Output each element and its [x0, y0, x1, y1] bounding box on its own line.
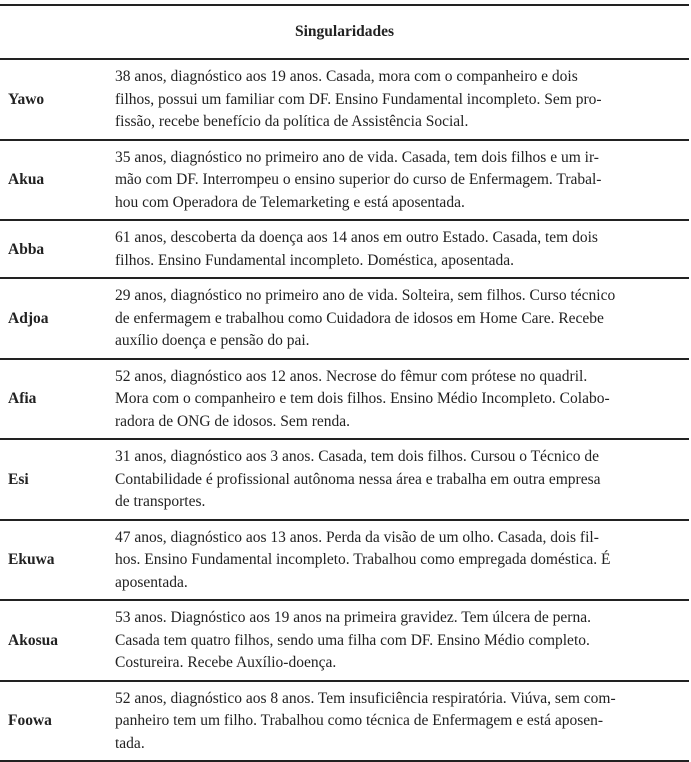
description-line: Contabilidade é profissional autônoma nessa área e trabalha em outra empresa [115, 469, 689, 492]
participant-name: Akua [0, 171, 115, 189]
description-line: 29 anos, diagnóstico no primeiro ano de vida. Solteira, sem filhos. Curso técnico [115, 285, 689, 308]
participant-description [115, 446, 689, 514]
participant-description [115, 366, 689, 434]
participant-name: Ekuwa [0, 551, 115, 569]
description-line: Casada tem quatro filhos, sendo uma filha com DF. Ensino Médio completo. [115, 630, 689, 653]
description-line: panheiro tem um filho. Trabalhou como técnica de Enfermagem e está aposen- [115, 710, 689, 733]
participant-description [115, 227, 689, 272]
description-line: 53 anos. Diagnóstico aos 19 anos na primeira gravidez. Tem úlcera de perna. [115, 607, 689, 630]
table-row [0, 141, 689, 222]
header-singularidades: Singularidades [295, 23, 394, 41]
participant-description [115, 147, 689, 215]
description-line: 47 anos, diagnóstico aos 13 anos. Perda da visão de um olho. Casada, dois fil- [115, 527, 689, 550]
description-line: Mora com o companheiro e tem dois filhos. Ensino Médio Incompleto. Colabo- [115, 388, 689, 411]
table-row [0, 440, 689, 521]
participant-name: Foowa [0, 712, 115, 730]
table-row [0, 682, 689, 762]
singularidades-table [0, 4, 689, 762]
description-line: 38 anos, diagnóstico aos 19 anos. Casada, mora com o companheiro e dois [115, 66, 689, 89]
description-line: 35 anos, diagnóstico no primeiro ano de vida. Casada, tem dois filhos e um ir- [115, 147, 689, 170]
description-line: de transportes. [115, 491, 689, 514]
description-line: aposentada. [115, 572, 689, 595]
description-line: 52 anos, diagnóstico aos 12 anos. Necrose do fêmur com prótese no quadril. [115, 366, 689, 389]
table-row [0, 360, 689, 441]
description-line: filhos. Ensino Fundamental incompleto. Doméstica, aposentada. [115, 250, 689, 273]
participant-name: Adjoa [0, 310, 115, 328]
table-row [0, 279, 689, 360]
participant-description [115, 688, 689, 756]
description-line: 31 anos, diagnóstico aos 3 anos. Casada, tem dois filhos. Cursou o Técnico de [115, 446, 689, 469]
description-line: radora de ONG de idosos. Sem renda. [115, 411, 689, 434]
participant-description [115, 285, 689, 353]
description-line: hou com Operadora de Telemarketing e está aposentada. [115, 192, 689, 215]
participant-name: Akosua [0, 632, 115, 650]
participant-description [115, 607, 689, 675]
description-line: mão com DF. Interrompeu o ensino superior do curso de Enfermagem. Trabal- [115, 169, 689, 192]
table-row [0, 221, 689, 279]
participant-name: Esi [0, 471, 115, 489]
participant-name: Abba [0, 241, 115, 259]
description-line: hos. Ensino Fundamental incompleto. Trabalhou como empregada doméstica. É [115, 549, 689, 572]
table-row [0, 60, 689, 141]
table-row [0, 601, 689, 682]
description-line: 52 anos, diagnóstico aos 8 anos. Tem insuficiência respiratória. Viúva, sem com- [115, 688, 689, 711]
table-header [0, 6, 689, 60]
participant-description [115, 527, 689, 595]
table-body [0, 60, 689, 762]
description-line: Costureira. Recebe Auxílio-doença. [115, 652, 689, 675]
description-line: tada. [115, 733, 689, 756]
participant-description [115, 66, 689, 134]
table-row [0, 521, 689, 602]
participant-name: Afia [0, 390, 115, 408]
description-line: fissão, recebe benefício da política de Assistência Social. [115, 111, 689, 134]
description-line: auxílio doença e pensão do pai. [115, 330, 689, 353]
description-line: de enfermagem e trabalhou como Cuidadora de idosos em Home Care. Recebe [115, 308, 689, 331]
description-line: 61 anos, descoberta da doença aos 14 anos em outro Estado. Casada, tem dois [115, 227, 689, 250]
participant-name: Yawo [0, 91, 115, 109]
description-line: filhos, possui um familiar com DF. Ensino Fundamental incompleto. Sem pro- [115, 89, 689, 112]
